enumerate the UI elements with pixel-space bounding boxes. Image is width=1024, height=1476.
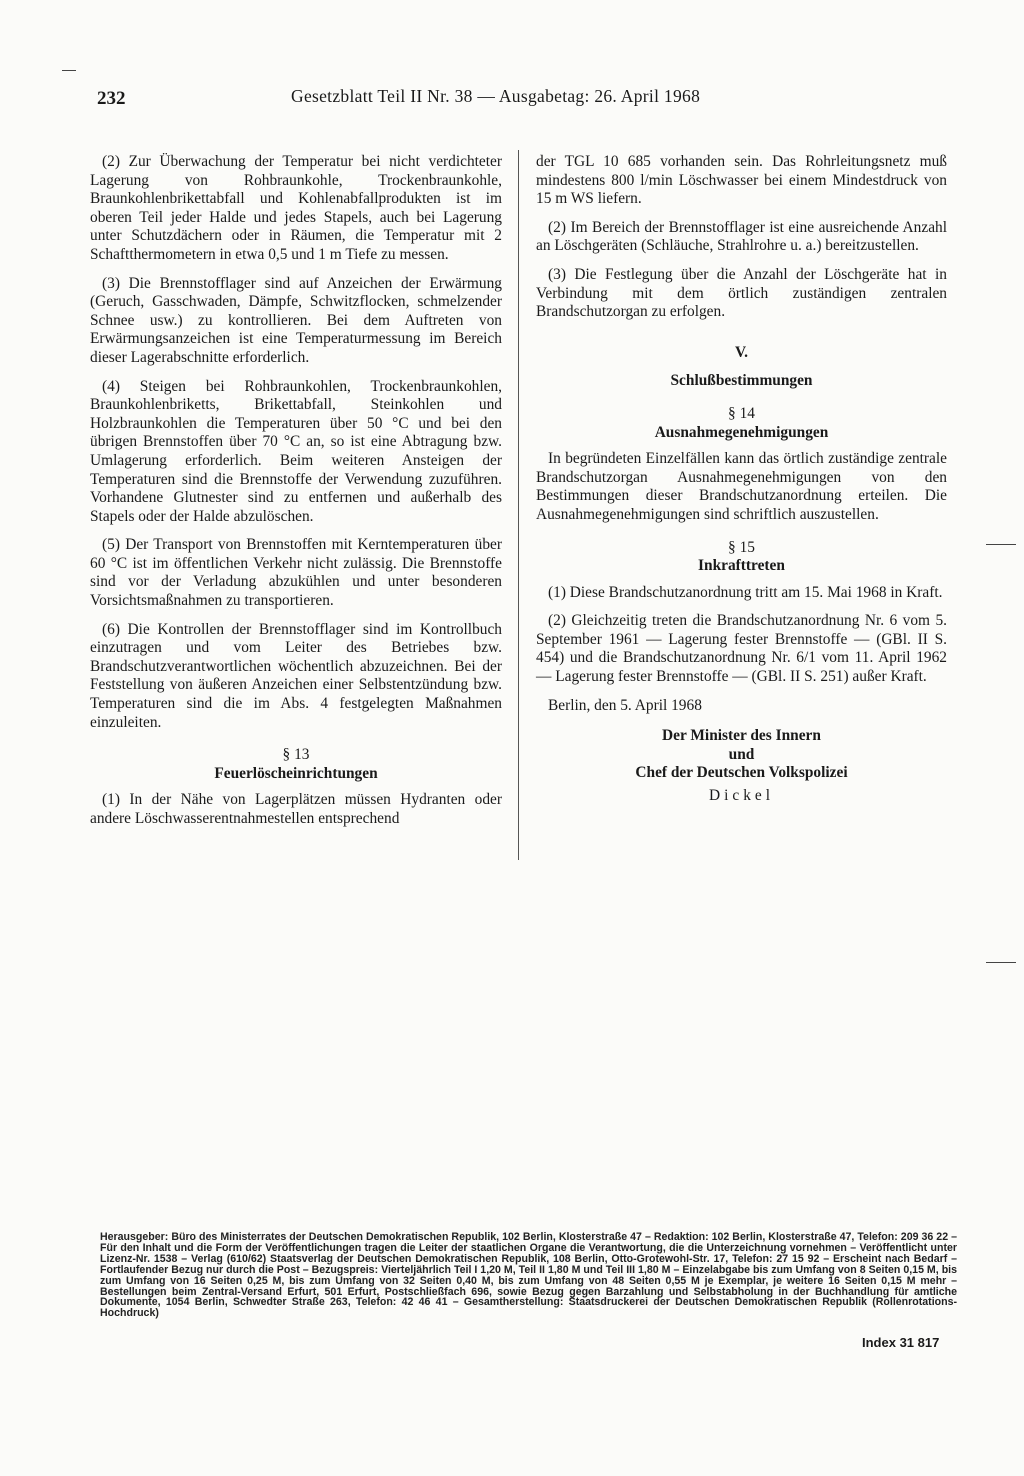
left-column (90, 153, 502, 839)
scan-mark-right-2 (986, 962, 1016, 963)
continuation-paragraph: der TGL 10 685 vorhanden sein. Das Rohrleitungsnetz muß mindestens 800 l/min Löschwasser bei einem Mindestdruck von 15 m WS liefern. (536, 153, 947, 208)
section-15-number: § 15 (728, 538, 755, 556)
section-13-paragraph-3: (3) Die Festlegung über die Anzahl der Löschgeräte hat in Verbindung mit dem örtlich zuständigen zentralen Brandschutzorgan zu erfolgen. (536, 265, 947, 321)
section-15-title: Inkrafttreten (698, 557, 785, 575)
right-column (536, 153, 947, 806)
paragraph-2: (2) Zur Überwachung der Temperatur bei nicht verdichteter Lagerung von Rohbraunkohle, Trockenbraunkohle, Braunkohlenbrikettabfall und Kohlenabfallprodukten ist im oberen Teil jeder Halde und jedes Stapels, auch bei Lagerung unter Schutzdächern oder in Räumen, die Temperatur mit 2 Schaftthermometern in etwa 0,5 und 1 m Tiefe zu messen. (90, 153, 502, 263)
signatory-line-3: Chef der Deutschen Volkspolizei (635, 764, 848, 782)
section-13-number: § 13 (282, 746, 310, 764)
chapter-number: V. (735, 343, 748, 361)
paragraph-5: (5) Der Transport von Brennstoffen mit Kerntemperaturen über 60 °C ist im öffentlichen Verkehr nicht zulässig. Die Brennstoffe sind vor der Verladung abzukühlen und unter besonderen Vorsichtsmaßnahmen zu transportieren. (90, 536, 502, 610)
scan-mark-right-1 (986, 544, 1016, 545)
page-header-title: Gesetzblatt Teil II Nr. 38 — Ausgabetag: 26. April 1968 (291, 86, 701, 106)
section-15-paragraph-1: (1) Diese Brandschutzanordnung tritt am 15. Mai 1968 in Kraft. (548, 583, 943, 601)
section-14-title: Ausnahmegenehmigungen (654, 423, 829, 441)
column-divider (518, 150, 519, 860)
chapter-title: Schlußbestimmungen (670, 372, 813, 390)
signatory-line-1: Der Minister des Innern (662, 727, 821, 745)
section-14-text: In begründeten Einzelfällen kann das örtlich zuständige zentrale Brandschutzorgan Ausnahmegenehmigungen von den Bestimmungen dieser Brandschutzanordnung erteilen. Die Ausnahmegenehmigungen sind schriftlich auszustellen. (536, 450, 947, 523)
section-13-title: Feuerlöscheinrichtungen (214, 764, 378, 782)
paragraph-3: (3) Die Brennstofflager sind auf Anzeichen der Erwärmung (Geruch, Gasschwaden, Dämpfe, Schwitzflocken, schmelzender Schnee usw.) zu kontrollieren. Bei dem Auftreten von Erwärmungsanzeichen ist eine Temperaturmessung im Bereich dieser Lagerabschnitte erforderlich. (90, 274, 502, 366)
signatory-line-2: und (728, 745, 755, 763)
publisher-imprint: Herausgeber: Büro des Ministerrates der Deutschen Demokratischen Republik, 102 Berlin, Klosterstraße 47 – Redaktion: 102 Berlin, Klosterstraße 47, Telefon: 209 36 22 – Für den Inhalt und die Form der Veröffentlichungen tragen die Leiter der staatlichen Organe die Verantwortung, die die Unterzeichnung vornehmen – Veröffentlicht unter Lizenz-Nr. 1538 – Verlag (610/62) Staatsverlag der Deutschen Demokratischen Republik, 108 Berlin, Otto-Grotewohl-Str. 17, Telefon: 27 15 92 – Erscheint nach Bedarf – Fortlaufender Bezug nur durch die Post – Bezugspreis: Vierteljährlich Teil I 1,20 M, Teil II 1,80 M und Teil III 1,80 M – Einzelabgabe bis zum Umfang von 8 Seiten 0,15 M, bis zum Umfang von 16 Seiten 0,25 M, bis zum Umfang von 32 Seiten 0,40 M, bis zum Umfang von 48 Seiten 0,55 M je Exemplar, je weitere 16 Seiten 0,15 M mehr – Bestellungen beim Zentral-Versand Erfurt, 501 Erfurt, Postschließfach 696, sowie Bezug gegen Barzahlung und Selbstabholung in der Buchhandlung für amtliche Dokumente, 1054 Berlin, Schwedter Straße 263, Telefon: 42 46 41 – Gesamtherstellung: Staatsdruckerei der Deutschen Demokratischen Republik (Rollenrotations-Hochdruck) (100, 1231, 957, 1320)
section-15-paragraph-2: (2) Gleichzeitig treten die Brandschutzanordnung Nr. 6 vom 5. September 1961 — Lagerung fester Brennstoffe — (GBl. II S. 454) und die Brandschutzanordnung Nr. 6/1 vom 11. April 1962 — Lagerung fester Brennstoffe — (GBl. II S. 251) außer Kraft. (536, 612, 947, 686)
paragraph-4: (4) Steigen bei Rohbraunkohlen, Trockenbraunkohlen, Braunkohlenbriketts, Brikettabfall, Steinkohlen und Holzbraunkohlen die Temperaturen über 50 °C und bei den übrigen Brennstoffen über 70 °C an, so ist eine Abtragung bzw. Umlagerung erforderlich. Beim weiteren Ansteigen der Temperaturen sind die Brennstoffe der Verwendung zuzuführen. Vorhandene Glutnester sind zu entfernen und außerhalb des Stapels oder der Halde abzulöschen. (90, 377, 502, 525)
signature-name: Dickel (708, 787, 775, 805)
chapter-v-heading (536, 344, 947, 391)
index-number: Index 31 817 (862, 1335, 940, 1350)
scan-mark-top (62, 70, 76, 71)
section-15-heading (536, 539, 947, 576)
section-13-heading (90, 746, 502, 783)
place-date: Berlin, den 5. April 1968 (548, 696, 702, 714)
section-14-heading (536, 405, 947, 442)
section-13-paragraph-1: (1) In der Nähe von Lagerplätzen müssen Hydranten oder andere Löschwasserentnahmestellen entsprechend (90, 791, 502, 827)
paragraph-6: (6) Die Kontrollen der Brennstofflager sind im Kontrollbuch einzutragen und vom Leiter des Betriebes bzw. Brandschutzverantwortlichen wöchentlich abzuzeichnen. Bei der Feststellung von äußeren Anzeichen einer Selbstentzündung bzw. Temperaturen sind die im Abs. 4 festgelegten Maßnahmen einzuleiten. (90, 620, 502, 731)
signature-block (536, 727, 947, 805)
page-number: 232 (97, 88, 126, 109)
section-14-number: § 14 (728, 404, 755, 422)
section-13-paragraph-2: (2) Im Bereich der Brennstofflager ist eine ausreichende Anzahl an Löschgeräten (Schläuche, Strahlrohre u. a.) bereitzustellen. (536, 218, 947, 255)
